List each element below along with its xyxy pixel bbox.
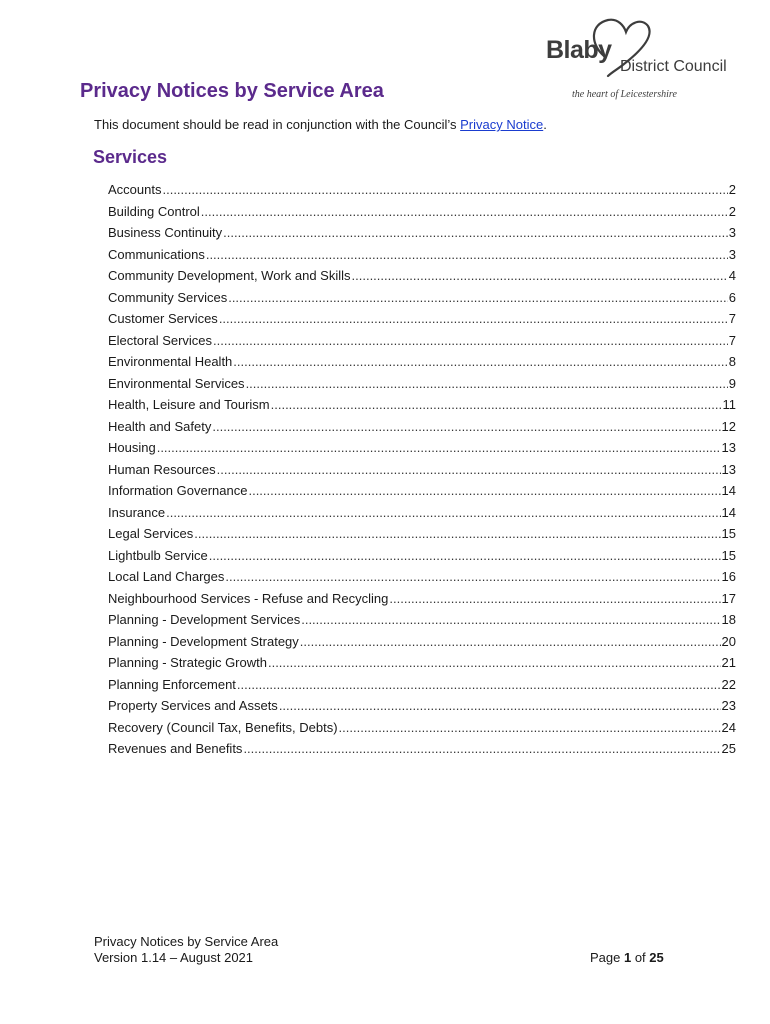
toc-entry-page: 17 [721, 590, 736, 606]
toc-entry[interactable] [108, 437, 736, 459]
toc-entry-label: Business Continuity [108, 225, 223, 240]
toc-entry-page: 11 [722, 397, 736, 412]
toc-entry-label: Neighbourhood Services - Refuse and Recycling [108, 590, 389, 606]
toc-entry-label: Planning - Strategic Growth [108, 655, 267, 670]
toc-entry[interactable] [108, 609, 736, 631]
toc-dot-leader [194, 523, 720, 545]
toc-dot-leader [217, 459, 721, 481]
toc-entry-label: Environmental Services [108, 375, 245, 391]
toc-dot-leader [201, 201, 728, 223]
logo-tagline: the heart of Leicestershire [572, 89, 677, 100]
toc-entry[interactable] [108, 652, 736, 674]
toc-dot-leader [389, 588, 720, 610]
toc-entry-label: Planning - Development Strategy [108, 633, 299, 649]
toc-dot-leader [271, 394, 722, 416]
toc-entry[interactable] [108, 480, 736, 502]
toc-entry[interactable] [108, 459, 736, 481]
toc-entry-label: Revenues and Benefits [108, 741, 243, 756]
toc-dot-leader [225, 566, 720, 588]
toc-entry-page: 13 [721, 461, 736, 477]
toc-dot-leader [228, 287, 728, 309]
toc-entry-label: Insurance [108, 504, 166, 520]
logo-subname: District Council [620, 58, 727, 75]
toc-entry-page: 9 [728, 375, 736, 391]
toc-entry-label: Local Land Charges [108, 569, 225, 584]
toc-entry-page: 15 [721, 547, 736, 563]
toc-entry[interactable] [108, 566, 736, 588]
toc-entry-page: 2 [728, 203, 736, 219]
toc-entry[interactable] [108, 351, 736, 373]
toc-entry-page: 7 [728, 332, 736, 348]
toc-entry-label: Planning - Development Services [108, 612, 301, 627]
toc-entry[interactable] [108, 373, 736, 395]
services-heading: Services [93, 147, 168, 167]
toc-entry-page: 3 [728, 246, 736, 262]
footer-page-number [590, 950, 664, 966]
toc-dot-leader [213, 330, 728, 352]
toc-entry-label: Environmental Health [108, 354, 233, 369]
page-total: 25 [649, 950, 664, 965]
toc-dot-leader [268, 652, 721, 674]
toc-dot-leader [223, 222, 728, 244]
toc-entry-label: Community Services [108, 289, 228, 305]
toc-entry-page: 4 [728, 268, 736, 283]
toc-dot-leader [209, 545, 721, 567]
toc-dot-leader [162, 179, 727, 201]
page-prefix: Page [590, 950, 624, 965]
toc-entry-label: Recovery (Council Tax, Benefits, Debts) [108, 719, 338, 735]
toc-entry-page: 23 [721, 698, 736, 713]
toc-entry-label: Electoral Services [108, 332, 213, 348]
toc-entry-page: 18 [721, 612, 736, 627]
toc-dot-leader [248, 480, 720, 502]
toc-entry[interactable] [108, 244, 736, 266]
toc-entry-label: Customer Services [108, 311, 218, 326]
toc-entry[interactable] [108, 738, 736, 760]
toc-entry-page: 16 [721, 569, 736, 584]
toc-dot-leader [166, 502, 720, 524]
council-logo [538, 14, 738, 106]
toc-entry[interactable] [108, 330, 736, 352]
toc-entry[interactable] [108, 545, 736, 567]
toc-entry-page: 21 [721, 655, 736, 670]
toc-entry-page: 15 [721, 526, 736, 541]
toc-dot-leader [237, 674, 721, 696]
table-of-contents [108, 179, 736, 760]
toc-entry-page: 14 [721, 483, 736, 498]
toc-entry-label: Community Development, Work and Skills [108, 268, 351, 283]
toc-entry-page: 7 [728, 311, 736, 326]
toc-entry-label: Housing [108, 440, 156, 455]
toc-entry-page: 14 [721, 504, 736, 520]
footer-doc-name: Privacy Notices by Service Area [94, 934, 279, 949]
toc-entry-page: 24 [721, 719, 736, 735]
logo-name: Blaby [546, 36, 612, 64]
toc-entry[interactable] [108, 394, 736, 416]
toc-entry-label: Planning Enforcement [108, 676, 236, 692]
toc-entry[interactable] [108, 631, 736, 653]
toc-entry-label: Lightbulb Service [108, 547, 208, 563]
intro-text: This document should be read in conjunction with the Council’s [94, 117, 461, 132]
toc-dot-leader [212, 416, 720, 438]
toc-entry-label: Health, Leisure and Tourism [108, 397, 270, 412]
toc-entry[interactable] [108, 201, 736, 223]
toc-entry-page: 22 [721, 676, 736, 692]
toc-dot-leader [206, 244, 728, 266]
page-of: of [631, 950, 650, 965]
toc-entry-page: 8 [728, 354, 736, 369]
toc-dot-leader [246, 373, 728, 395]
intro-text-end: . [543, 117, 547, 132]
toc-entry[interactable] [108, 717, 736, 739]
toc-dot-leader [233, 351, 727, 373]
toc-entry-label: Property Services and Assets [108, 698, 278, 713]
toc-entry[interactable] [108, 287, 736, 309]
toc-entry-label: Health and Safety [108, 418, 212, 434]
toc-entry[interactable] [108, 523, 736, 545]
toc-dot-leader [301, 609, 720, 631]
toc-entry-label: Communications [108, 246, 205, 262]
toc-entry[interactable] [108, 308, 736, 330]
toc-dot-leader [300, 631, 721, 653]
toc-entry-page: 2 [728, 182, 736, 197]
toc-entry-label: Legal Services [108, 526, 194, 541]
toc-entry[interactable] [108, 179, 736, 201]
toc-entry-label: Information Governance [108, 483, 248, 498]
toc-entry-label: Building Control [108, 203, 200, 219]
toc-dot-leader [243, 738, 720, 760]
intro-paragraph [94, 117, 547, 132]
toc-entry-page: 13 [721, 440, 736, 455]
toc-dot-leader [352, 265, 728, 287]
toc-entry-page: 6 [728, 289, 736, 305]
toc-entry-page: 20 [721, 633, 736, 649]
toc-entry-page: 3 [728, 225, 736, 240]
toc-entry[interactable] [108, 695, 736, 717]
page-current: 1 [623, 950, 632, 965]
toc-entry[interactable] [108, 222, 736, 244]
privacy-notice-link[interactable]: Privacy Notice [460, 117, 544, 132]
toc-entry[interactable] [108, 588, 736, 610]
toc-dot-leader [279, 695, 721, 717]
document-title: Privacy Notices by Service Area [80, 80, 384, 102]
toc-entry-label: Accounts [108, 182, 162, 197]
toc-entry-page: 12 [721, 418, 736, 434]
toc-entry[interactable] [108, 674, 736, 696]
toc-entry[interactable] [108, 502, 736, 524]
toc-dot-leader [157, 437, 721, 459]
toc-entry-label: Human Resources [108, 461, 216, 477]
toc-dot-leader [219, 308, 728, 330]
toc-entry[interactable] [108, 265, 736, 287]
toc-entry[interactable] [108, 416, 736, 438]
footer-document-info [94, 934, 278, 966]
toc-dot-leader [339, 717, 721, 739]
footer-version: Version 1.14 – August 2021 [94, 950, 254, 965]
toc-entry-page: 25 [721, 741, 736, 756]
